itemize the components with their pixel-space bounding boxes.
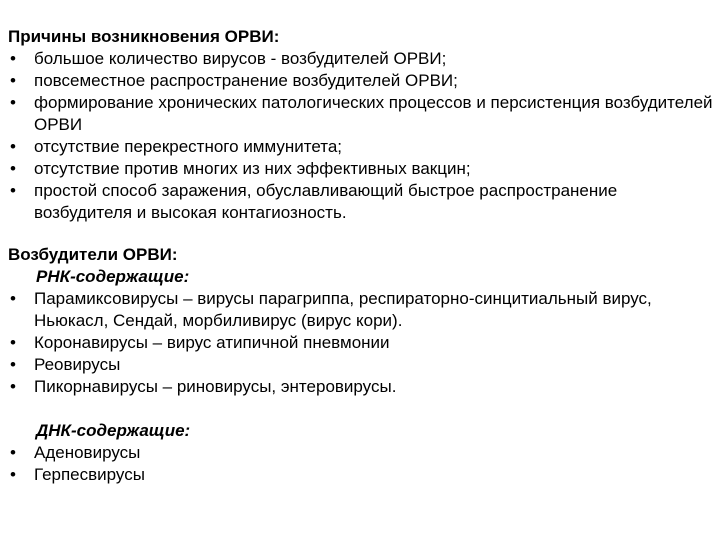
list-item <box>8 288 714 332</box>
bullet-icon: • <box>10 333 16 352</box>
bullet-icon: • <box>10 465 16 484</box>
bullet-icon: • <box>10 93 16 112</box>
list-item-text: Герпесвирусы <box>34 465 145 484</box>
causes-heading: Причины возникновения ОРВИ: <box>8 27 280 46</box>
spacer <box>8 224 714 244</box>
bullet-icon: • <box>10 137 16 156</box>
list-item-text: формирование хронических патологических процессов и персистенция возбудителей ОРВИ <box>34 93 713 134</box>
list-item <box>8 158 714 180</box>
rna-subheading: РНК-содержащие: <box>36 267 190 286</box>
pathogens-heading: Возбудители ОРВИ: <box>8 245 178 264</box>
slide-content <box>8 26 714 486</box>
list-item-text: Пикорнавирусы – риновирусы, энтеровирусы. <box>34 377 397 396</box>
list-item <box>8 442 714 464</box>
list-item-text: отсутствие против многих из них эффективных вакцин; <box>34 159 471 178</box>
list-item <box>8 48 714 70</box>
dna-list <box>8 442 714 486</box>
list-item-text: простой способ заражения, обуславливающий быстрое распространение возбудителя и высокая контагиозность. <box>34 181 618 222</box>
list-item <box>8 70 714 92</box>
bullet-icon: • <box>10 355 16 374</box>
list-item <box>8 376 714 398</box>
rna-list <box>8 288 714 398</box>
spacer <box>8 398 714 420</box>
bullet-icon: • <box>10 181 16 200</box>
bullet-icon: • <box>10 49 16 68</box>
list-item-text: большое количество вирусов - возбудителей ОРВИ; <box>34 49 447 68</box>
bullet-icon: • <box>10 71 16 90</box>
list-item-text: повсеместное распространение возбудителей ОРВИ; <box>34 71 458 90</box>
list-item-text: Парамиксовирусы – вирусы парагриппа, респираторно-синцитиальный вирус, Ньюкасл, Сендай, морбиливирус (вирус кори). <box>34 289 652 330</box>
bullet-icon: • <box>10 443 16 462</box>
list-item-text: отсутствие перекрестного иммунитета; <box>34 137 343 156</box>
list-item <box>8 332 714 354</box>
list-item <box>8 354 714 376</box>
list-item-text: Аденовирусы <box>34 443 141 462</box>
list-item <box>8 136 714 158</box>
dna-subheading: ДНК-содержащие: <box>36 421 191 440</box>
list-item <box>8 464 714 486</box>
list-item-text: Реовирусы <box>34 355 121 374</box>
bullet-icon: • <box>10 377 16 396</box>
list-item <box>8 92 714 136</box>
causes-list <box>8 48 714 224</box>
bullet-icon: • <box>10 159 16 178</box>
list-item-text: Коронавирусы – вирус атипичной пневмонии <box>34 333 390 352</box>
bullet-icon: • <box>10 289 16 308</box>
list-item <box>8 180 714 224</box>
